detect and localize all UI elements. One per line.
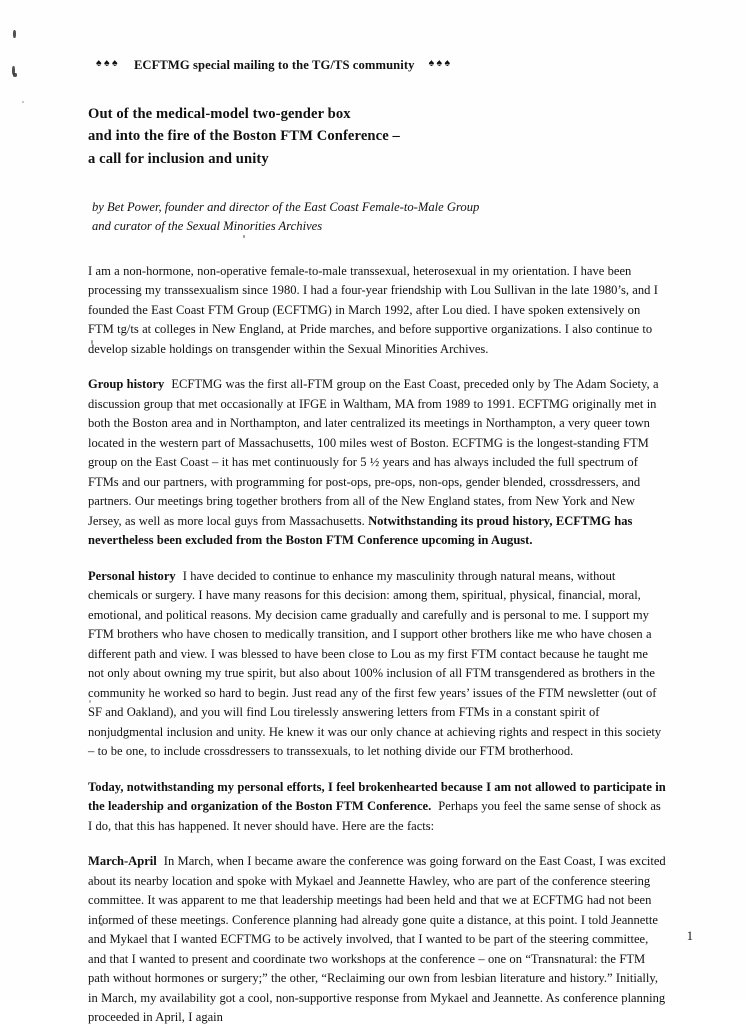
paragraph-bold-statement: Today, notwithstanding my personal efforts, I feel brokenhearted because I am not allowed to participate in the leadership and organization of the Boston FTM Conference. [88,779,666,814]
paragraph-bold-closing: Notwithstanding its proud history, ECFTMG has nevertheless been excluded from the Boston FTM Conference upcoming in August. [88,513,633,548]
title-line-2: and into the fire of the Boston FTM Conference – [88,128,400,145]
paragraph-body: I am a non-hormone, non-operative female-to-male transsexual, heterosexual in my orientation. I have been processing my transsexualism since 1980. I had a four-year friendship with Lou Sullivan in the late 1980’s, and I founded the East Coast FTM Group (ECFTMG) in March 1992, after Lou died. I have spoken extensively on FTM tg/ts at colleges in New England, at Pride marches, and before supportive organizations. I also continue to develop sizable holdings on transgender within the Sexual Minorities Archives. [88,263,658,356]
scan-speckle [13,73,17,77]
title-line-3: a call for inclusion and unity [88,150,269,167]
paragraph-today [88,778,666,837]
paragraph-personal-history [88,567,666,762]
paragraph-lead-in: Personal history [88,568,176,583]
scan-speckle [22,101,24,103]
scan-speckle [13,30,16,38]
byline-line-2: and curator of the Sexual Minorities Archives [92,218,323,233]
paragraph-body: Perhaps you feel the same sense of shock as I do, that this has happened. It never should have. Here are the facts: [88,799,661,833]
paragraph-intro [88,262,666,360]
paragraph-march-april [88,852,666,1028]
spade-ornament-right-icon: ♠♠♠ [428,58,453,70]
spade-ornament-left-icon: ♠♠♠ [96,58,120,70]
page-number: 1 [686,928,693,943]
paragraph-body: ECFTMG was the first all-FTM group on the East Coast, preceded only by The Adam Society, a discussion group that met occasionally at IFGE in Waltham, MA from 1989 to 1991. ECFTMG originally met in both the Boston area and in Northampton, and later centralized its meetings in Northampton, a very queer town located in the western part of Massachusetts, 100 miles west of Boston. ECFTMG is the longest-standing FTM group on the East Coast – it has met continuously for 5 ½ years and has always included the full spectrum of FTMs and our partners, with programming for post-ops, pre-ops, non-ops, gender blended, crossdressers, and partners. Our meetings bring together brothers from all of the New England states, from New York and New Jersey, as well as more local guys from Massachusetts. [88,377,659,528]
title-line-1: Out of the medical-model two-gender box [88,106,351,122]
running-header [88,58,666,73]
paragraph-lead-in: March-April [88,854,157,869]
paragraph-group-history [88,375,666,551]
document-content [88,58,666,1028]
running-header-text: ECFTMG special mailing to the TG/TS community [133,58,415,72]
byline [88,198,666,236]
document-title [88,103,666,170]
paragraph-body: In March, when I became aware the conference was going forward on the East Coast, I was excited about its nearby location and spoke with Mykael and Jeannette Hawley, who are part of the conference steering committee. It was apparent to me that leadership meetings had been held and that we at ECFTMG had not been informed of these meetings. Conference planning had already gone quite a distance, at this point. I told Jeannette and Mykael that I wanted ECFTMG to be actively involved, that I wanted to be part of the steering committee, and that I wanted to present and coordinate two workshops at the conference – one on “Transnatural: the FTM path without hormones or surgery;” the other, “Reclaiming our own from lesbian literature and history.” Initially, in March, my availability got a cool, non-supportive response from Mykael and Jeannette. As conference planning proceeded in April, I again [88,854,666,1025]
byline-line-1: by Bet Power, founder and director of the East Coast Female-to-Male Group [92,199,480,214]
paragraph-lead-in: Group history [88,377,165,392]
paragraph-body: I have decided to continue to enhance my masculinity through natural means, without chemicals or surgery. I have many reasons for this decision: among them, spiritual, physical, financial, moral, emotional, and political reasons. My decision came gradually and carefully and is personal to me. I support my FTM brothers who have chosen to medically transition, and I support other brothers like me who have chosen a different path and view. I was blessed to have been close to Lou as my first FTM contact because he taught me not only about owning my true spirit, but also about 100% inclusion of all FTM transgendered as brothers in the community he worked so hard to begin. Just read any of the first few years’ issues of the FTM newsletter (out of SF and Oakland), and you will find Lou tirelessly answering letters from FTMs in a constant spirit of nonjudgmental inclusion and unity. He knew it was our only chance at achieving rights and respect in this society – to be one, to include crossdressers to transsexuals, to let nothing divide our FTM brotherhood. [88,568,662,759]
